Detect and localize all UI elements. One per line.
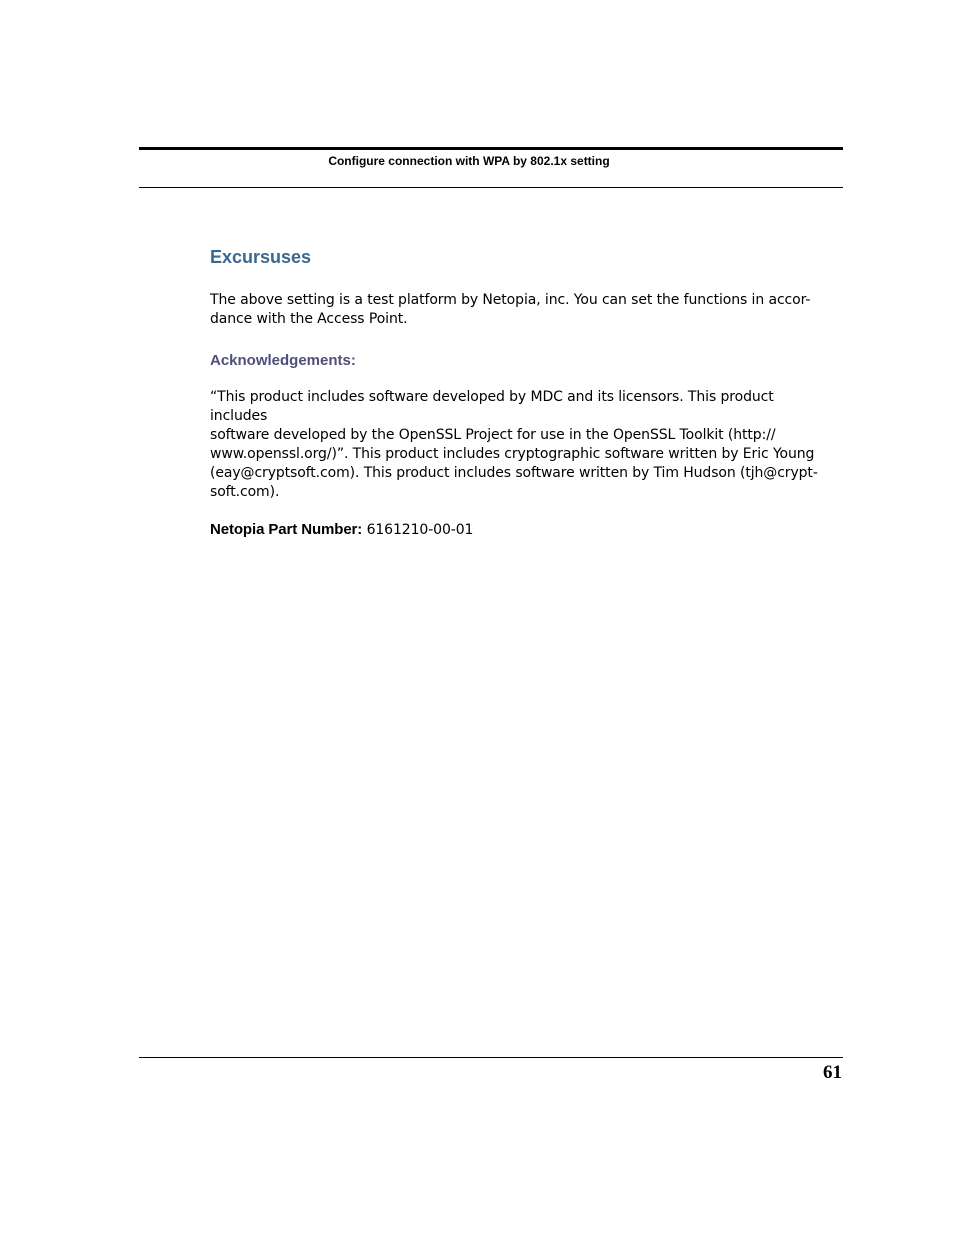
page-number: 61 <box>823 1062 842 1083</box>
intro-line-2: dance with the Access Point. <box>210 311 408 327</box>
part-number-label: Netopia Part Number: <box>210 521 363 538</box>
intro-paragraph <box>210 291 830 329</box>
ack-line-4: (eay@cryptsoft.com). This product includes software written by Tim Hudson (tjh@crypt- <box>210 465 818 481</box>
footer-rule <box>139 1057 843 1058</box>
section-title: Excursuses <box>210 247 312 267</box>
part-number-value: 6161210-00-01 <box>366 522 474 538</box>
header-rule-thin <box>139 187 843 188</box>
page-content <box>210 244 830 540</box>
part-number-line <box>210 520 830 540</box>
ack-line-1: “This product includes software developed by MDC and its licensors. This product includes <box>210 389 774 424</box>
acknowledgements-paragraph <box>210 388 830 502</box>
running-header: Configure connection with WPA by 802.1x setting <box>328 154 610 168</box>
ack-line-2: software developed by the OpenSSL Project for use in the OpenSSL Toolkit (http:// <box>210 427 776 443</box>
intro-line-1: The above setting is a test platform by Netopia, inc. You can set the functions in accor- <box>210 292 811 308</box>
ack-line-3: www.openssl.org/)”. This product includes cryptographic software written by Eric Young <box>210 446 815 462</box>
ack-line-5: soft.com). <box>210 484 280 500</box>
header-rule-thick <box>139 147 843 150</box>
acknowledgements-title: Acknowledgements: <box>210 352 356 369</box>
